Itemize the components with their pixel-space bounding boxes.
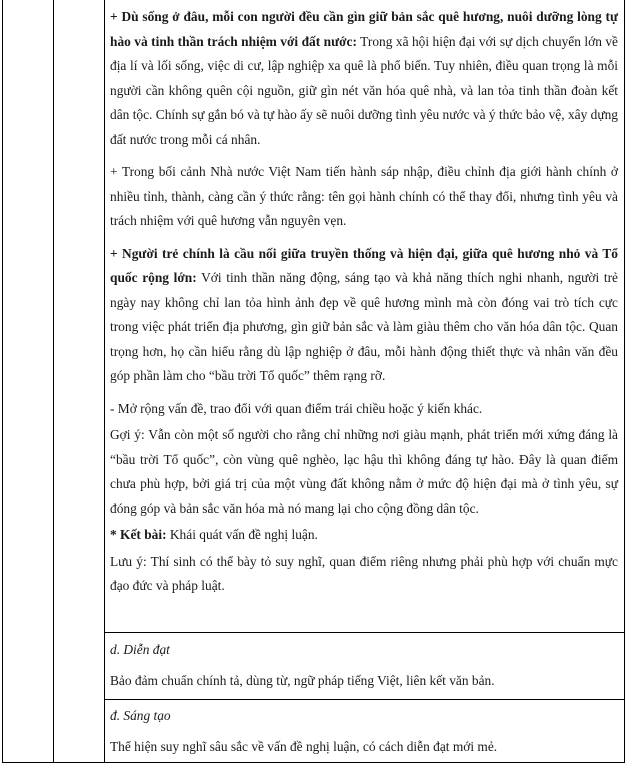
table-border-left xyxy=(2,0,3,763)
paragraph-ket-bai xyxy=(110,523,618,548)
table-column-divider-3 xyxy=(624,0,625,763)
table-border-bottom xyxy=(2,762,624,763)
heading-nguoi-tre: + Người trẻ chính là cầu nối giữa truyền thống và hiện đại, giữa quê hương nhỏ và Tổ quốc rộng lớn: xyxy=(110,245,618,285)
row-divider-d xyxy=(104,632,624,633)
body-luu-y: Lưu ý: Thí sinh có thể bày tỏ suy nghĩ, quan điểm riêng nhưng phải phù hợp với chuẩn mực đạo đức và pháp luật. xyxy=(110,553,618,593)
table-column-divider-1 xyxy=(53,0,54,763)
paragraph-ban-sac-que-huong xyxy=(110,5,618,152)
section-d-cell xyxy=(110,638,618,693)
body-ban-sac-que-huong: Trong xã hội hiện đại với sự dịch chuyển lớn về địa lí và lối sống, việc di cư, lập nghiệp xa quê là phổ biến. Tuy nhiên, điều quan trọng là mỗi người cần không quên cội nguồn, giữ gìn nét văn hóa quê nhà, và lan tỏa tinh thần đoàn kết dân tộc. Chính sự gắn bó và tự hào ấy sẽ nuôi dưỡng tình yêu nước và ý thức bảo vệ, xây dựng đất nước trong mỗi cá nhân. xyxy=(110,33,618,147)
heading-ket-bai: * Kết bài: xyxy=(110,527,167,542)
body-ket-bai: Khái quát vấn đề nghị luận. xyxy=(166,527,318,542)
paragraph-mo-rong xyxy=(110,397,618,422)
body-goi-y: Gợi ý: Vẫn còn một số người cho rằng chỉ những nơi giàu mạnh, phát triển mới xứng đáng là “bầu trời Tổ quốc”, còn vùng quê nghèo, lạc hậu thì không đáng tự hào. Đây là quan điểm chưa phù hợp, bởi giá trị của một vùng đất không nằm ở mức độ hiện đại mà ở tình yêu, sự đóng góp và bản sắc văn hóa mà nó mang lại cho cộng đồng dân tộc. xyxy=(110,427,618,516)
content-cell xyxy=(110,5,618,599)
body-mo-rong: - Mở rộng vấn đề, trao đổi với quan điểm trái chiều hoặc ý kiến khác. xyxy=(110,400,483,416)
heading-ban-sac-que-huong: + Dù sống ở đâu, mỗi con người đều cần gìn giữ bản sắc quê hương, nuôi dưỡng lòng tự hào và tinh thần trách nhiệm với đất nước: xyxy=(110,9,618,49)
paragraph-luu-y xyxy=(110,550,618,599)
section-d-heading xyxy=(110,638,618,663)
paragraph-sap-nhap xyxy=(110,160,618,234)
table-column-divider-2 xyxy=(104,0,105,763)
paragraph-goi-y xyxy=(110,423,618,521)
section-dd-body: Thể hiện suy nghĩ sâu sắc về vấn đề nghị luận, có cách diễn đạt mới mẻ. xyxy=(110,738,498,754)
body-nguoi-tre: Với tinh thần năng động, sáng tạo và khả năng thích nghi nhanh, người trẻ ngày nay không chỉ lan tỏa hình ảnh đẹp về quê hương mình mà còn đóng vai trò tích cực trong việc phát triển địa phương, gìn giữ bản sắc và làm giàu thêm cho văn hóa dân tộc. Quan trọng hơn, họ cần hiểu rằng dù lập nghiệp ở đâu, mỗi hành động thiết thực và nhân văn đều góp phần làm cho “bầu trời Tổ quốc” thêm rạng rỡ. xyxy=(110,270,618,383)
row-divider-dd xyxy=(104,699,624,700)
section-dd-cell xyxy=(110,704,618,759)
section-d-body: Bảo đảm chuẩn chính tả, dùng từ, ngữ pháp tiếng Việt, liên kết văn bản. xyxy=(110,672,495,688)
paragraph-nguoi-tre xyxy=(110,242,618,389)
body-sap-nhap: + Trong bối cảnh Nhà nước Việt Nam tiến hành sáp nhập, điều chỉnh địa giới hành chính ở nhiều tỉnh, thành, càng cần ý thức rằng: tên gọi hành chính có thể thay đổi, nhưng tình yêu và trách nhiệm với quê hương vẫn nguyên vẹn. xyxy=(110,164,618,228)
section-dd-heading-text: đ. Sáng tạo xyxy=(110,708,171,723)
section-d-heading-text: d. Diễn đạt xyxy=(110,642,170,657)
section-dd-heading xyxy=(110,704,618,729)
